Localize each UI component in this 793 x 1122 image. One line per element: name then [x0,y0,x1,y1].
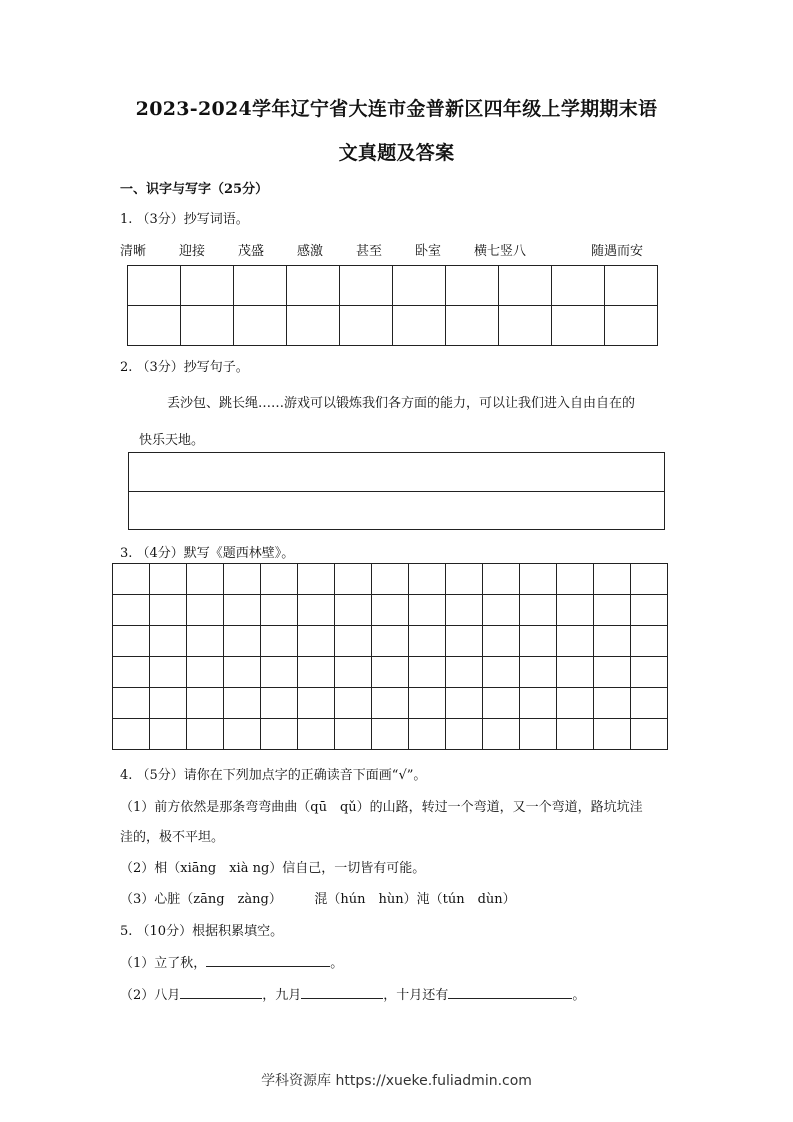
grid-cell[interactable] [446,626,483,657]
grid-cell[interactable] [128,266,181,306]
question-4-prompt: 4. （5分）请你在下列加点字的正确读音下面画“√”。 [120,768,427,783]
grid-cell[interactable] [335,564,372,595]
grid-cell[interactable] [261,626,298,657]
grid-cell[interactable] [113,564,150,595]
question-2-prompt: 2. （3分）抄写句子。 [120,360,249,375]
grid-cell[interactable] [372,595,409,626]
poem-writing-grid[interactable] [112,563,668,750]
grid-cell[interactable] [446,688,483,719]
word-item: 茂盛 [238,244,265,259]
grid-cell[interactable] [113,719,150,750]
grid-cell[interactable] [520,564,557,595]
grid-cell[interactable] [224,595,261,626]
grid-cell[interactable] [409,626,446,657]
item-text: （2）八月 [120,988,181,1003]
grid-cell[interactable] [128,306,181,346]
grid-cell[interactable] [409,595,446,626]
grid-cell[interactable] [520,595,557,626]
grid-cell[interactable] [335,719,372,750]
grid-cell[interactable] [393,306,446,346]
question-4-item-3: （3）心脏（zāng zàng） 混（hún hùn）沌（tún dùn） [120,892,516,907]
grid-cell[interactable] [594,626,631,657]
grid-cell[interactable] [187,564,224,595]
question-5-prompt: 5. （10分）根据积累填空。 [120,924,284,939]
word-item: 随遇而安 [591,244,644,259]
grid-cell[interactable] [187,626,224,657]
grid-cell[interactable] [224,719,261,750]
grid-cell[interactable] [340,266,393,306]
grid-cell[interactable] [224,688,261,719]
grid-cell[interactable] [335,626,372,657]
grid-cell[interactable] [298,564,335,595]
grid-cell[interactable] [261,564,298,595]
grid-cell[interactable] [372,719,409,750]
grid-cell[interactable] [261,719,298,750]
answer-blank[interactable] [448,986,572,999]
grid-cell[interactable] [409,564,446,595]
grid-cell[interactable] [187,719,224,750]
grid-cell[interactable] [557,657,594,688]
grid-cell[interactable] [298,657,335,688]
grid-cell[interactable] [446,306,499,346]
grid-cell[interactable] [113,688,150,719]
word-item: 迎接 [179,244,206,259]
grid-cell[interactable] [409,719,446,750]
sentence-copy-box[interactable] [128,452,665,530]
grid-cell[interactable] [261,595,298,626]
grid-cell[interactable] [224,564,261,595]
question-4-item-1-line-2: 洼的，极不平坦。 [120,830,225,845]
grid-cell[interactable] [393,266,446,306]
grid-cell[interactable] [372,626,409,657]
word-item: 清晰 [120,244,147,259]
word-item: 感激 [297,244,324,259]
grid-cell[interactable] [446,595,483,626]
grid-cell[interactable] [594,564,631,595]
grid-cell[interactable] [181,306,234,346]
grid-cell[interactable] [287,306,340,346]
question-2-sentence-line-1: 丢沙包、跳长绳……游戏可以锻炼我们各方面的能力，可以让我们进入自由自在的 [167,396,636,411]
grid-cell[interactable] [372,564,409,595]
grid-cell[interactable] [446,564,483,595]
grid-cell[interactable] [113,595,150,626]
grid-cell[interactable] [335,657,372,688]
page-title-line-2: 文真题及答案 [338,142,455,164]
grid-cell[interactable] [224,657,261,688]
grid-cell[interactable] [298,688,335,719]
grid-cell[interactable] [409,688,446,719]
question-2-sentence-line-2: 快乐天地。 [139,433,205,448]
grid-cell[interactable] [150,595,187,626]
grid-cell[interactable] [113,657,150,688]
grid-cell[interactable] [446,657,483,688]
grid-cell[interactable] [605,266,658,306]
item-text: 。 [572,988,586,1003]
grid-cell[interactable] [552,266,605,306]
grid-cell[interactable] [594,595,631,626]
answer-blank[interactable] [180,986,262,999]
grid-cell[interactable] [499,306,552,346]
question-3-prompt: 3. （4分）默写《题西林壁》。 [120,546,295,561]
answer-blank[interactable] [206,954,330,967]
grid-cell[interactable] [483,688,520,719]
grid-cell[interactable] [631,657,668,688]
grid-cell[interactable] [557,564,594,595]
grid-cell[interactable] [557,719,594,750]
grid-cell[interactable] [483,595,520,626]
page-title-line-1: 2023-2024学年辽宁省大连市金普新区四年级上学期期末语 [135,98,658,120]
grid-cell[interactable] [520,626,557,657]
grid-cell[interactable] [594,719,631,750]
grid-cell[interactable] [631,719,668,750]
grid-cell[interactable] [631,626,668,657]
grid-cell[interactable] [234,266,287,306]
grid-cell[interactable] [261,688,298,719]
grid-cell[interactable] [483,564,520,595]
grid-cell[interactable] [483,719,520,750]
grid-cell[interactable] [409,657,446,688]
grid-cell[interactable] [631,595,668,626]
item-text: 。 [330,956,344,971]
grid-cell[interactable] [446,719,483,750]
grid-cell[interactable] [520,657,557,688]
grid-cell[interactable] [631,688,668,719]
grid-cell[interactable] [113,626,150,657]
grid-cell[interactable] [298,719,335,750]
grid-cell[interactable] [150,657,187,688]
grid-cell[interactable] [150,688,187,719]
grid-cell[interactable] [261,657,298,688]
grid-cell[interactable] [605,306,658,346]
grid-cell[interactable] [187,657,224,688]
grid-cell[interactable] [594,657,631,688]
divider [129,491,664,492]
grid-cell[interactable] [557,626,594,657]
section-heading: 一、识字与写字（25分） [120,182,269,197]
grid-cell[interactable] [594,688,631,719]
grid-cell[interactable] [298,626,335,657]
grid-cell[interactable] [372,688,409,719]
grid-cell[interactable] [483,626,520,657]
item-text: （1）立了秋， [120,956,207,971]
grid-cell[interactable] [520,688,557,719]
grid-cell[interactable] [499,266,552,306]
grid-cell[interactable] [520,719,557,750]
footer-watermark: 学科资源库 https://xueke.fuliadmin.com [261,1073,532,1089]
word-item: 横七竖八 [474,244,527,259]
item-text: ，九月 [262,988,302,1003]
grid-cell[interactable] [631,564,668,595]
question-5-item-2 [120,984,585,1003]
grid-cell[interactable] [298,595,335,626]
grid-cell[interactable] [557,688,594,719]
answer-blank[interactable] [301,986,383,999]
grid-cell[interactable] [335,595,372,626]
grid-cell[interactable] [552,306,605,346]
grid-cell[interactable] [181,266,234,306]
grid-cell[interactable] [372,657,409,688]
grid-cell[interactable] [224,626,261,657]
grid-cell[interactable] [335,688,372,719]
grid-cell[interactable] [150,626,187,657]
grid-cell[interactable] [557,595,594,626]
grid-cell[interactable] [150,564,187,595]
word-item: 卧室 [415,244,442,259]
grid-cell[interactable] [234,306,287,346]
grid-cell[interactable] [340,306,393,346]
grid-cell[interactable] [187,688,224,719]
item-text: ，十月还有 [383,988,449,1003]
grid-cell[interactable] [287,266,340,306]
question-4-item-2: （2）相（xiāng xià ng）信自己，一切皆有可能。 [120,861,426,876]
grid-cell[interactable] [187,595,224,626]
question-1-prompt: 1. （3分）抄写词语。 [120,212,249,227]
word-item: 甚至 [356,244,383,259]
grid-cell[interactable] [446,266,499,306]
grid-cell[interactable] [150,719,187,750]
question-4-item-1-line-1: （1）前方依然是那条弯弯曲曲（qū qǔ）的山路，转过一个弯道，又一个弯道，路坑坑洼 [120,800,643,815]
grid-cell[interactable] [483,657,520,688]
question-5-item-1 [120,952,343,971]
word-copy-grid[interactable] [127,265,658,346]
